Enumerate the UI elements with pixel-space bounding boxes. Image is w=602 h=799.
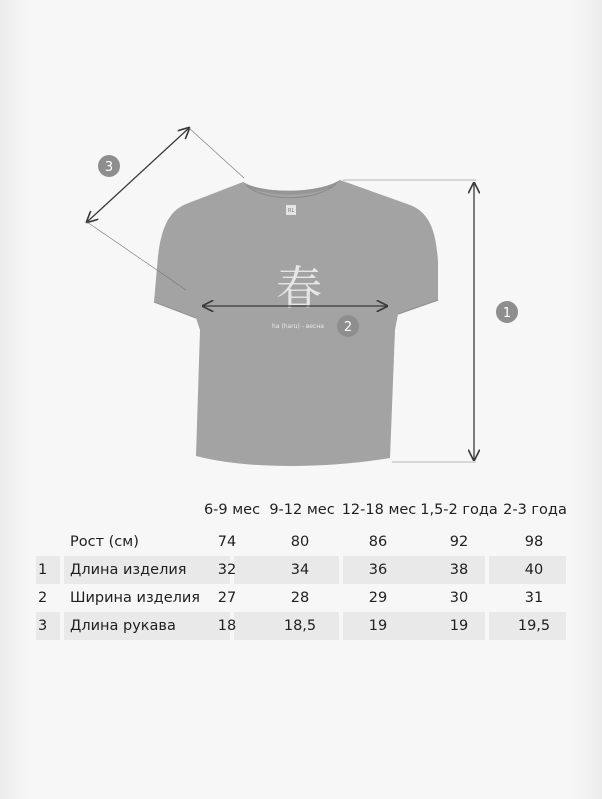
col-header: 12-18 мес: [341, 502, 417, 518]
row-label: Рост (см): [70, 534, 139, 550]
row-index: 3: [38, 618, 48, 634]
table-cell: 98: [524, 534, 544, 550]
col-header: 9-12 мес: [269, 502, 335, 518]
tshirt-print-caption: ha (haru) - весна: [272, 323, 324, 330]
col-header: 2-3 года: [503, 502, 567, 518]
table-cell: 28: [290, 590, 310, 606]
table-cell: 19: [449, 618, 469, 634]
table-cell: 18,5: [283, 618, 317, 634]
badge-2: [337, 315, 359, 337]
table-cell: 40: [524, 562, 544, 578]
table-row-length: [36, 556, 566, 584]
table-cell: 31: [524, 590, 544, 606]
table-row-sleeve: [36, 612, 566, 640]
badge-3: [98, 155, 120, 177]
row-index: 2: [38, 590, 48, 606]
col-header: 1,5-2 года: [420, 502, 498, 518]
tshirt-print-glyph: 春: [276, 261, 322, 315]
table-row-height: [36, 528, 566, 556]
table-cell: 19,5: [517, 618, 551, 634]
row-label: Длина рукава: [70, 618, 176, 634]
size-table: [36, 496, 566, 640]
svg-text:3: 3: [104, 160, 114, 175]
table-cell: 92: [449, 534, 469, 550]
table-cell: 19: [368, 618, 388, 634]
tag-text: RL: [288, 208, 295, 214]
table-cell: 36: [368, 562, 388, 578]
badge-1: [496, 301, 518, 323]
row-label: Ширина изделия: [70, 590, 201, 606]
size-table-header: [36, 496, 566, 524]
sleeve-length-arrow: [87, 128, 189, 222]
table-cell: 29: [368, 590, 388, 606]
row-index: 1: [38, 562, 48, 578]
table-row-width: [36, 584, 566, 612]
table-cell: 80: [290, 534, 310, 550]
svg-text:1: 1: [502, 306, 512, 321]
table-cell: 74: [217, 534, 237, 550]
row-label: Длина изделия: [70, 562, 187, 578]
svg-text:2: 2: [343, 320, 353, 335]
table-cell: 86: [368, 534, 388, 550]
table-cell: 30: [449, 590, 469, 606]
table-cell: 38: [449, 562, 469, 578]
table-cell: 18: [217, 618, 237, 634]
table-cell: 27: [217, 590, 237, 606]
table-cell: 32: [217, 562, 237, 578]
col-header: 6-9 мес: [203, 502, 261, 518]
table-cell: 34: [290, 562, 310, 578]
